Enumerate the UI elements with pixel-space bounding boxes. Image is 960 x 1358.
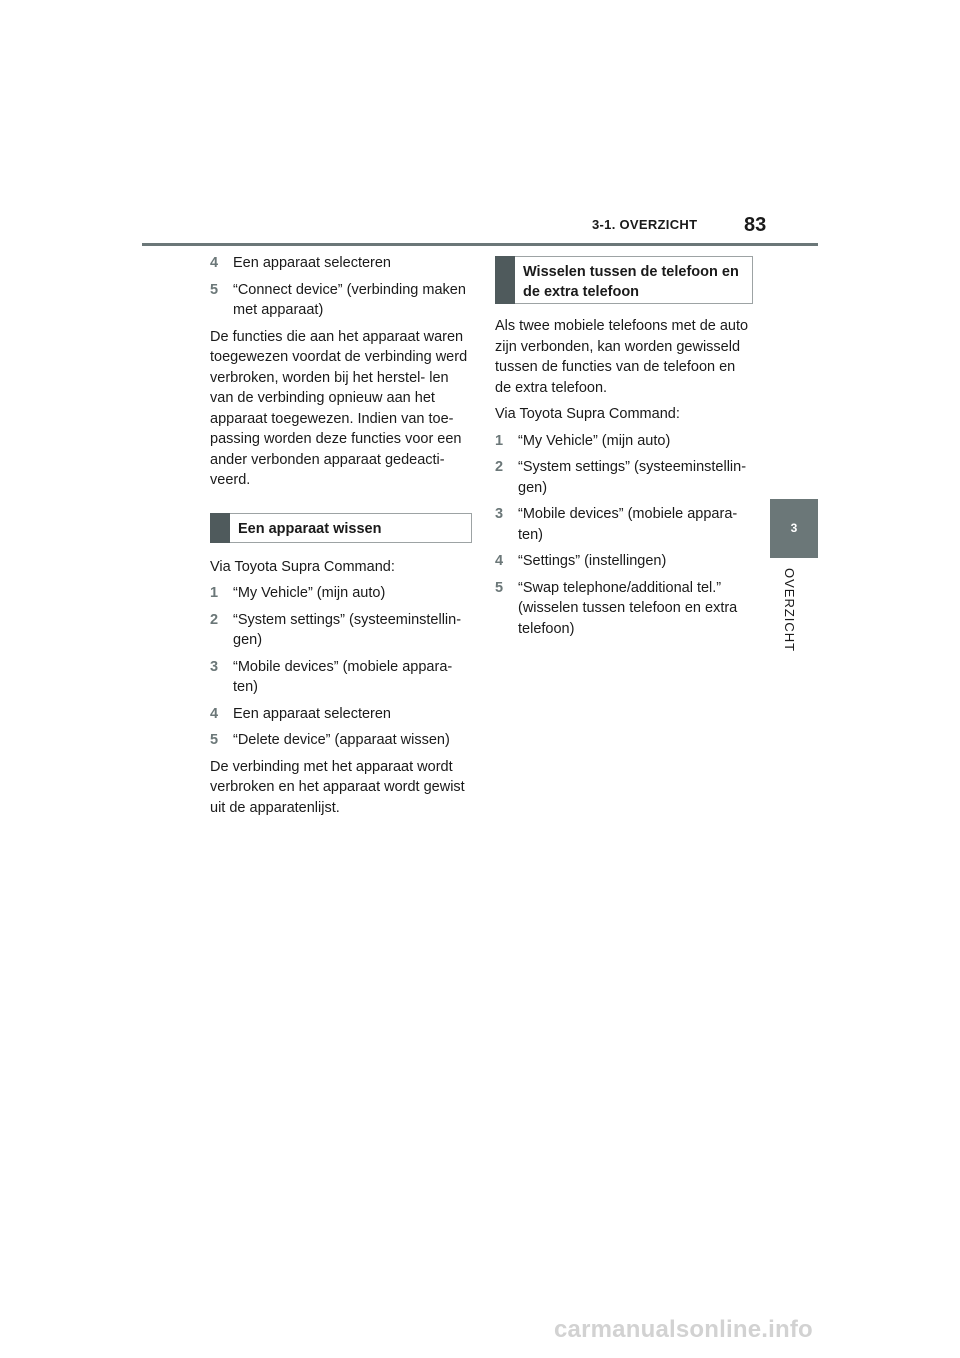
page-number: 83 [744, 214, 767, 236]
heading-marker [210, 513, 230, 543]
step-text: “My Vehicle” (mijn auto) [233, 585, 386, 601]
step-text: “Delete device” (apparaat wissen) [233, 732, 450, 748]
body-paragraph: Als twee mobiele telefoons met de auto zijn verbonden, kan worden gewisseld tussen de functies van de telefoon en de extra telefoon. [495, 318, 749, 396]
step-number: 4 [495, 553, 504, 569]
body-paragraph: De verbinding met het apparaat wordt verbroken en het apparaat wordt gewist uit de apparatenlijst. [210, 758, 465, 816]
step-number: 1 [495, 432, 504, 449]
section-heading: Wisselen tussen de telefoon en de extra telefoon [523, 264, 739, 300]
step-number: 5 [210, 732, 219, 748]
heading-marker [495, 256, 515, 304]
step-number: 2 [210, 611, 219, 628]
step-number: 2 [495, 459, 504, 475]
step-number: 4 [210, 705, 219, 722]
step-text: Een apparaat selecteren [233, 255, 391, 271]
list-item [495, 431, 753, 452]
intro-text: Via Toyota Supra Command: [495, 406, 680, 422]
step-text: “Settings” (instellingen) [518, 553, 667, 569]
list-item [495, 551, 753, 572]
list-item [210, 730, 472, 751]
step-text: “Connect device” (verbinding maken met apparaat) [233, 281, 466, 318]
list-item [210, 583, 472, 604]
list-item [495, 578, 753, 640]
list-item [495, 504, 753, 545]
step-number: 5 [210, 281, 219, 298]
watermark: carmanualsonline.info [554, 1316, 813, 1343]
body-paragraph: De functies die aan het apparaat waren toegewezen voordat de verbinding werd verbroken, worden bij het herstel- len van de verbinding opnieuw aan het apparaat toegewezen. Indien van toe- passing worden deze functies voor een ander verbonden apparaat gedeacti- veerd. [210, 328, 468, 488]
page-header-section: 3-1. OVERZICHT [592, 217, 698, 232]
list-item [210, 704, 472, 725]
step-text: “Mobile devices” (mobiele appara- ten) [518, 506, 738, 543]
section-heading: Een apparaat wissen [238, 520, 382, 537]
step-text: “My Vehicle” (mijn auto) [518, 432, 671, 449]
step-number: 3 [495, 506, 504, 522]
step-number: 3 [210, 658, 219, 675]
list-item [210, 253, 472, 274]
chapter-tab-label: OVERZICHT [782, 568, 797, 653]
step-text: “Swap telephone/additional tel.” (wisselen tussen telefoon en extra telefoon) [518, 579, 738, 637]
intro-text: Via Toyota Supra Command: [210, 558, 395, 575]
step-number: 4 [210, 255, 219, 271]
list-item [495, 457, 753, 498]
right-column [495, 256, 753, 645]
list-item [210, 280, 472, 321]
step-number: 1 [210, 585, 219, 601]
chapter-tab: 3 [770, 499, 818, 558]
step-text: Een apparaat selecteren [233, 705, 391, 722]
left-column [210, 253, 472, 824]
step-number: 5 [495, 579, 504, 596]
list-item [210, 610, 472, 651]
step-text: “System settings” (systeeminstellin- gen) [518, 459, 747, 496]
list-item [210, 657, 472, 698]
header-rule [142, 243, 818, 246]
section-heading-box [495, 256, 753, 304]
section-heading-box [210, 513, 472, 543]
step-text: “Mobile devices” (mobiele appara- ten) [233, 658, 453, 695]
step-text: “System settings” (systeeminstellin- gen) [233, 611, 462, 648]
